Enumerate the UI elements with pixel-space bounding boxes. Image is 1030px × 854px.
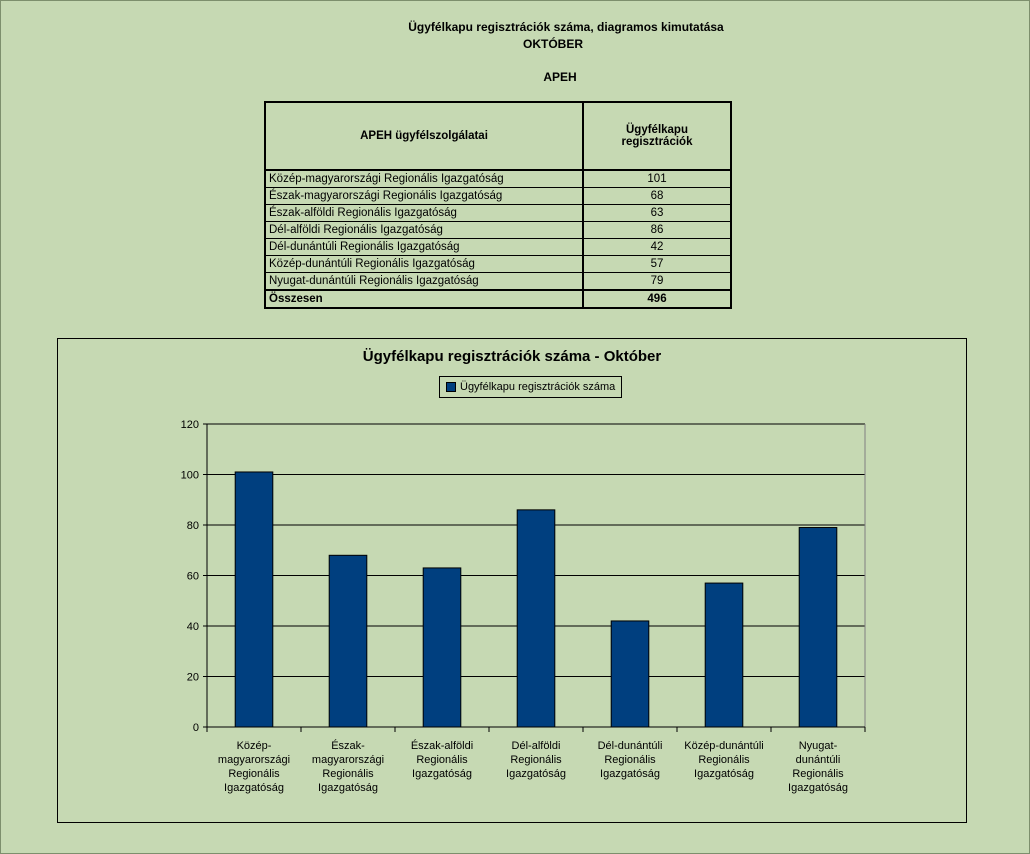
x-category-label-line: Észak- [331,740,365,752]
x-category-label-line: Regionális [604,754,656,766]
table-row [265,256,731,273]
x-category-label-line: Regionális [792,768,844,780]
bar [423,568,461,727]
y-tick-label: 60 [186,570,199,583]
registration-count-cell: 63 [583,205,731,222]
x-category-label-line: dunántúli [795,754,841,766]
y-tick-label: 120 [180,419,199,431]
office-name-cell: Közép-magyarországi Regionális Igazgatóság [265,170,583,188]
x-category-label-line: Dél-alföldi [511,740,561,752]
col-header-line2: regisztrációk [621,136,693,148]
summary-table [264,101,732,309]
total-label: Összesen [265,290,583,308]
x-category-label-line: Igazgatóság [412,768,472,780]
office-name-cell: Dél-alföldi Regionális Igazgatóság [265,222,583,239]
legend-label: Ügyfélkapu regisztrációk száma [460,381,616,393]
registration-count-cell: 68 [583,188,731,205]
office-name-cell: Észak-magyarországi Regionális Igazgatóság [265,188,583,205]
registration-count-cell: 86 [583,222,731,239]
registration-count-cell: 101 [583,170,731,188]
table-row [265,205,731,222]
col-header-line1: Ügyfélkapu [626,124,688,136]
x-category-label-line: Regionális [416,754,468,766]
table-row [265,239,731,256]
x-category-label [506,740,566,780]
table-body [265,170,731,290]
x-category-label-line: Dél-dunántúli [597,740,663,752]
bar [611,621,649,727]
x-category-label-line: Regionális [510,754,562,766]
x-category-label-line: Igazgatóság [506,768,566,780]
office-name-cell: Dél-dunántúli Regionális Igazgatóság [265,239,583,256]
report-title: Ügyfélkapu regisztrációk száma, diagramos kimutatása [408,20,724,34]
x-category-label-line: Igazgatóság [600,768,660,780]
legend-swatch [446,382,456,392]
x-category-label-line: Igazgatóság [694,768,754,780]
y-tick-label: 0 [192,722,199,734]
y-tick-label: 20 [186,671,199,684]
table-row [265,273,731,291]
bar [329,555,367,727]
y-tick-label: 40 [186,621,199,633]
office-name-cell: Nyugat-dunántúli Regionális Igazgatóság [265,273,583,291]
chart-title: Ügyfélkapu regisztrációk száma - Október [362,348,662,365]
table-row [265,188,731,205]
chart-area [57,338,967,823]
x-category-label-line: magyarországi [217,754,291,766]
bar [799,528,837,727]
bar [705,583,743,727]
x-category-label [598,740,663,780]
col-header-offices: APEH ügyfélszolgálatai [265,102,583,170]
chart-legend [439,376,622,398]
x-category-label [411,739,473,780]
table-row [265,222,731,239]
table-total-row [265,290,731,308]
x-category-label-line: magyarországi [311,754,385,766]
x-category-label-line: Észak-alföldi [410,740,474,752]
registration-count-cell: 79 [583,273,731,291]
bar [517,510,555,727]
x-category-label [684,740,764,780]
x-category-label-line: Közép- [236,740,272,752]
table-header-row [265,102,731,170]
bar-chart-svg [58,339,966,822]
x-category-label-line: Regionális [228,768,280,780]
y-tick-label: 100 [180,469,199,482]
col-header-registrations [583,102,731,170]
report-month: OKTÓBER [523,37,583,51]
x-category-label-line: Regionális [698,754,750,766]
office-name-cell: Közép-dunántúli Regionális Igazgatóság [265,256,583,273]
x-category-label [218,740,290,794]
x-category-label-line: Nyugat- [798,740,838,752]
x-category-label-line: Igazgatóság [318,782,378,794]
x-category-label-line: Igazgatóság [788,782,848,794]
x-category-label-line: Igazgatóság [224,782,284,794]
x-category-label-line: Közép-dunántúli [684,740,764,752]
report-org: APEH [543,70,577,84]
bar [235,472,273,727]
x-category-label-line: Regionális [322,768,374,780]
x-category-label [788,740,848,794]
registration-count-cell: 42 [583,239,731,256]
office-name-cell: Észak-alföldi Regionális Igazgatóság [265,205,583,222]
table-row [265,170,731,188]
y-tick-label: 80 [186,520,199,532]
registration-count-cell: 57 [583,256,731,273]
x-category-label [312,739,384,794]
total-value: 496 [583,290,731,308]
